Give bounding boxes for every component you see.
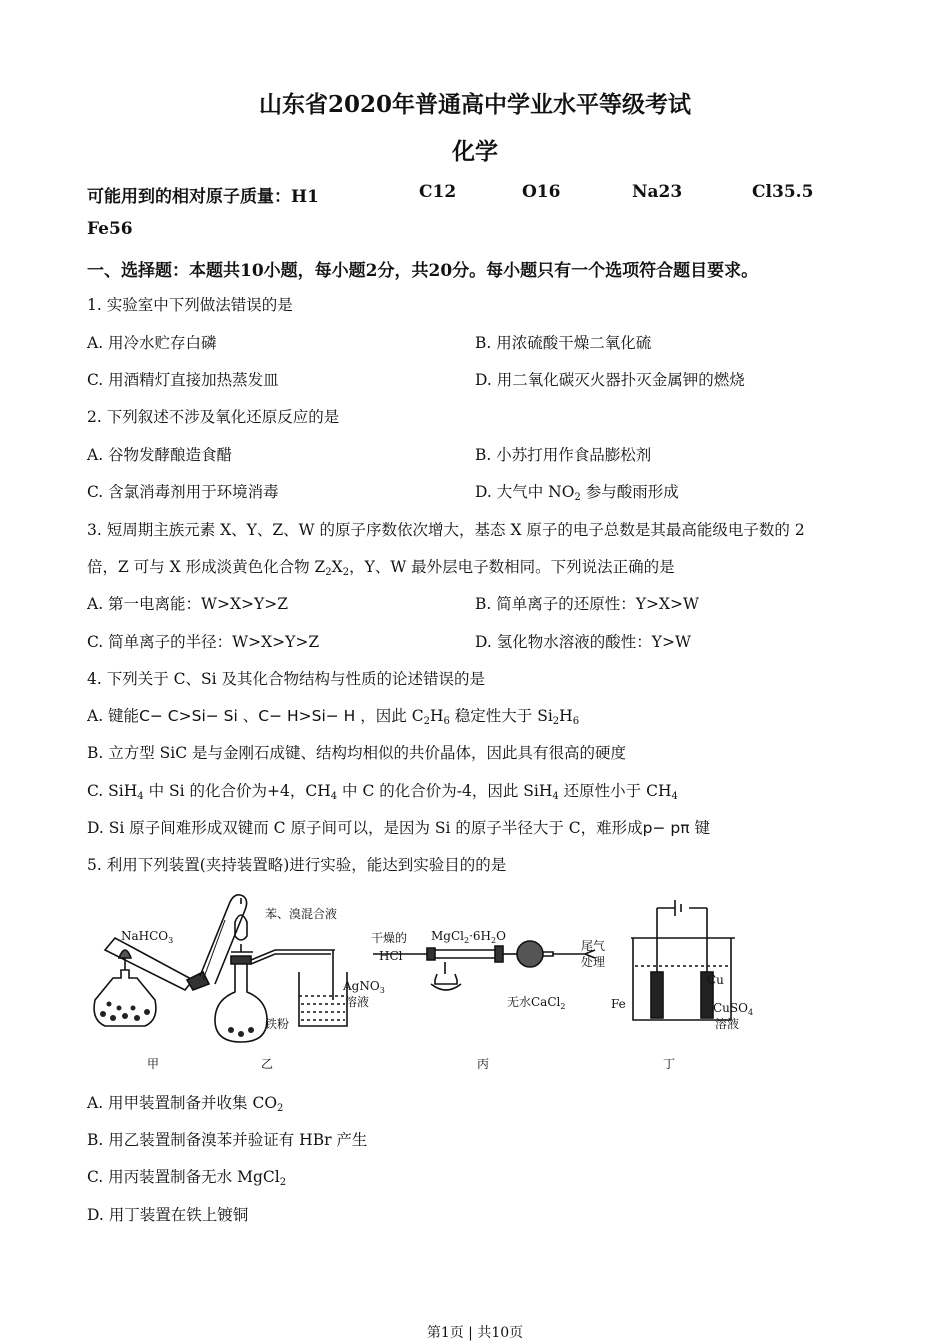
svg-text:处理: 处理 [581,955,606,969]
svg-text:甲: 甲 [147,1057,160,1071]
svg-text:丁: 丁 [663,1057,676,1071]
q5-option-a: A. 用甲装置制备并收集 $CO_2$ [87,1094,284,1114]
svg-text:无水CaCl2: 无水CaCl$_2$ [507,995,566,1011]
page-footer: 第1页 | 共10页 [426,1325,524,1341]
mass-fe: Fe56 [87,219,133,239]
q2-option-a: A. 谷物发酵酿造食醋 [87,446,233,464]
q1-option-c: C. 用酒精灯直接加热蒸发皿 [87,371,279,389]
mass-o: O16 [522,182,561,202]
q3-option-a: A. 第一电离能：W>X>Y>Z [87,595,288,613]
q1-stem: 1. 实验室中下列做法错误的是 [87,296,293,314]
exam-title: 山东省2020年普通高中学业水平等级考试 [258,91,691,118]
q4-option-b: B. 立方型 SiC 是与金刚石成键、结构均相似的共价晶体，因此具有很高的硬度 [87,744,627,762]
svg-text:尾气: 尾气 [581,939,606,953]
mass-cl: Cl35.5 [752,182,814,202]
subject-title: 化学 [452,138,498,165]
svg-text:干燥的: 干燥的 [371,931,408,945]
mass-na: Na23 [632,182,683,202]
section-heading: 一、选择题：本题共10小题，每小题2分，共20分。每小题只有一个选项符合题目要求。 [87,261,759,281]
q2-option-d: D. 大气中 $NO_2$ 参与酸雨形成 [475,483,679,503]
q5-stem: 5. 利用下列装置(夹持装置略)进行实验，能达到实验目的的是 [87,856,507,874]
svg-text:Fe: Fe [611,997,626,1011]
svg-text:苯、溴混合液: 苯、溴混合液 [265,907,338,921]
svg-text:CuSO4: CuSO$_4$ [713,1001,754,1017]
q5-option-d: D. 用丁装置在铁上镀铜 [87,1206,249,1224]
svg-text:丙: 丙 [477,1057,490,1071]
apparatus-jia [94,895,246,1026]
svg-text:AgNO3: AgNO$_3$ [343,979,385,995]
q4-stem: 4. 下列关于 C、Si 及其化合物结构与性质的论述错误的是 [87,670,486,688]
q3-option-d: D. 氢化物水溶液的酸性：Y>W [475,633,691,651]
q2-option-c: C. 含氯消毒剂用于环境消毒 [87,483,279,501]
svg-text:MgCl2·6H2O: $MgCl_2\cdot 6H_2O$ [431,929,506,945]
svg-text:铁粉: 铁粉 [265,1017,290,1031]
q1-option-b: B. 用浓硫酸干燥二氧化硫 [475,334,652,352]
q5-option-b: B. 用乙装置制备溴苯并验证有 HBr 产生 [87,1131,368,1149]
mass-c: C12 [419,182,457,202]
masses-label: 可能用到的相对原子质量：H1 [87,187,319,207]
svg-text:HCl: HCl [379,949,403,963]
q3-stem-line2: 倍，Z 可与 X 形成淡黄色化合物 $Z_2X_2$，Y、W 最外层电子数相同。下列说法正确的是 [87,558,675,578]
q4-option-d: D. Si 原子间难形成双键而 C 原子间可以，是因为 Si 的原子半径大于 C，难形成p− pπ 键 [87,819,711,837]
apparatus-figure [75,880,775,1080]
q1-option-d: D. 用二氧化碳灭火器扑灭金属钾的燃烧 [475,371,745,389]
q3-option-c: C. 简单离子的半径：W>X>Y>Z [87,633,320,651]
svg-text:溶液: 溶液 [715,1017,740,1031]
svg-text:乙: 乙 [261,1057,274,1071]
q3-stem-line1: 3. 短周期主族元素 X、Y、Z、W 的原子序数依次增大，基态 X 原子的电子总数是其最高能级电子数的 2 [87,521,805,539]
svg-text:NaHCO3: NaHCO$_3$ [121,929,174,945]
q3-option-b: B. 简单离子的还原性：Y>X>W [475,595,699,613]
q4-option-a: A. 键能C− C>Si− Si 、C− H>Si− H ，因此 $C_2H_6$ 稳定性大于 $Si_2H_6$ [87,707,580,727]
q5-option-c: C. 用丙装置制备无水 MgCl$_2$ [87,1168,287,1188]
q4-option-c: C. SiH$_4$ 中 Si 的化合价为+4，$CH_4$ 中 C 的化合价为-4，因此 SiH$_4$ 还原性小于 $CH_4$ [87,782,678,802]
q1-option-a: A. 用冷水贮存白磷 [87,334,217,352]
q2-option-b: B. 小苏打用作食品膨松剂 [475,446,652,464]
q2-stem: 2. 下列叙述不涉及氧化还原反应的是 [87,408,340,426]
apparatus-bing [373,941,595,990]
svg-text:Cu: Cu [707,973,724,987]
svg-text:溶液: 溶液 [345,995,370,1009]
